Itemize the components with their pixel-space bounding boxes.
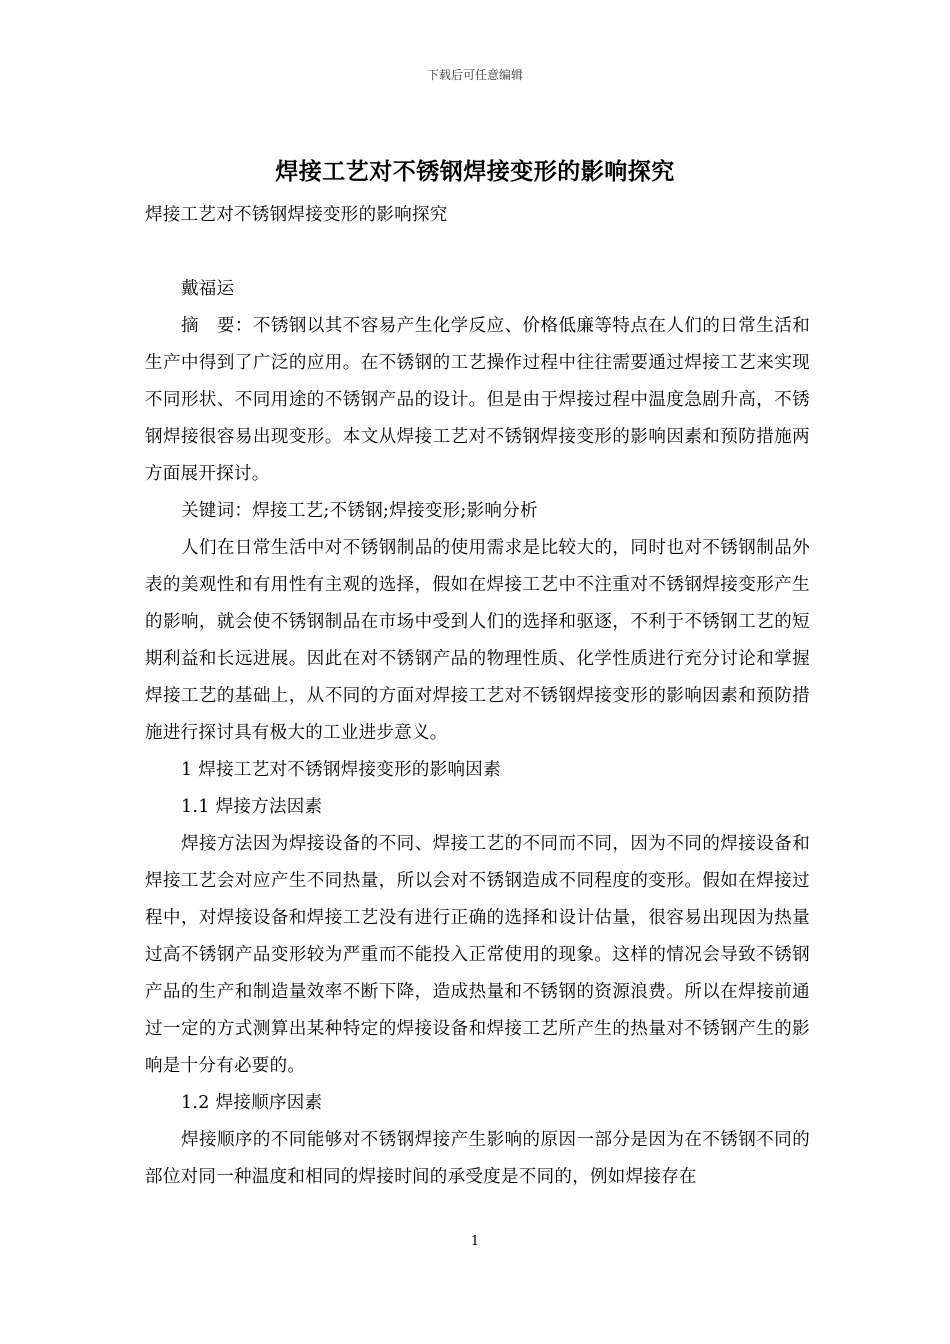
intro-paragraph: 人们在日常生活中对不锈钢制品的使用需求是比较大的，同时也对不锈钢制品外表的美观性和有用性有主观的选择，假如在焊接工艺中不注重对不锈钢焊接变形产生的影响，就会使不锈钢制品在市场中受到人们的选择和驱逐，不利于不锈钢工艺的短期利益和长远进展。因此在对不锈钢产品的物理性质、化学性质进行充分讨论和掌握焊接工艺的基础上，从不同的方面对焊接工艺对不锈钢焊接变形的影响因素和预防措施进行探讨具有极大的工业进步意义。 [145,538,810,743]
keywords-line: 关键词：焊接工艺;不锈钢;焊接变形;影响分析 [181,501,538,521]
section-1-heading: 1 焊接工艺对不锈钢焊接变形的影响因素 [181,760,501,780]
page-number: 1 [470,1234,480,1249]
section-1-1-heading: 1.1 焊接方法因素 [181,797,323,817]
section-1-2-heading: 1.2 焊接顺序因素 [181,1093,323,1113]
author-name: 戴福运 [181,279,235,299]
section-1-1-paragraph: 焊接方法因为焊接设备的不同、焊接工艺的不同而不同，因为不同的焊接设备和焊接工艺会对应产生不同热量，所以会对不锈钢造成不同程度的变形。假如在焊接过程中，对焊接设备和焊接工艺没有进行正确的选择和设计估量，很容易出现因为热量过高不锈钢产品变形较为严重而不能投入正常使用的现象。这样的情况会导致不锈钢产品的生产和制造量效率不断下降，造成热量和不锈钢的资源浪费。所以在焊接前通过一定的方式测算出某种特定的焊接设备和焊接工艺所产生的热量对不锈钢产生的影响是十分有必要的。 [145,834,810,1076]
abstract-paragraph: 摘 要：不锈钢以其不容易产生化学反应、价格低廉等特点在人们的日常生活和生产中得到了广泛的应用。在不锈钢的工艺操作过程中往往需要通过焊接工艺来实现不同形状、不同用途的不锈钢产品的设计。但是由于焊接过程中温度急剧升高，不锈钢焊接很容易出现变形。本文从焊接工艺对不锈钢焊接变形的影响因素和预防措施两方面展开探讨。 [145,316,810,484]
section-1-2-paragraph: 焊接顺序的不同能够对不锈钢焊接产生影响的原因一部分是因为在不锈钢不同的部位对同一种温度和相同的焊接时间的承受度是不同的，例如焊接存在 [145,1130,810,1187]
document-subtitle: 焊接工艺对不锈钢焊接变形的影响探究 [145,205,448,225]
document-title: 焊接工艺对不锈钢焊接变形的影响探究 [275,158,675,185]
page-header-note: 下载后可任意编辑 [426,68,523,82]
document-body [145,197,810,1196]
